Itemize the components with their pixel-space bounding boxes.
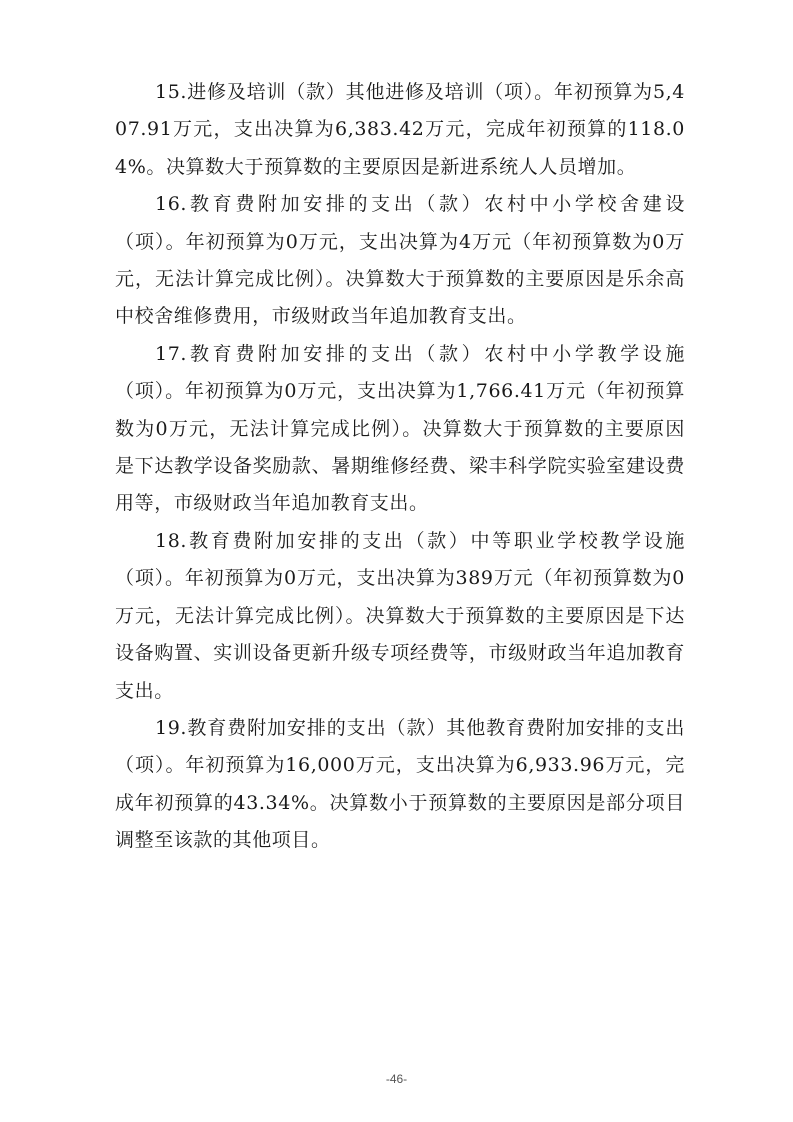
paragraph-item-15: 15.进修及培训（款）其他进修及培训（项）。年初预算为5,407.91万元，支出决算为6,383.42万元，完成年初预算的118.04%。决算数大于预算数的主要原因是新进系统人人员增加。 (115, 81, 685, 178)
document-body (115, 74, 685, 860)
paragraph-item-19: 19.教育费附加安排的支出（款）其他教育费附加安排的支出（项）。年初预算为16,000万元，支出决算为6,933.96万元，完成年初预算的43.34%。决算数小于预算数的主要原因是部分项目调整至该款的其他项目。 (115, 716, 685, 852)
page-number: -46- (385, 1072, 408, 1086)
paragraph-item-16: 16.教育费附加安排的支出（款）农村中小学校舍建设（项）。年初预算为0万元，支出决算为4万元（年初预算数为0万元，无法计算完成比例）。决算数大于预算数的主要原因是乐余高中校舍维修费用，市级财政当年追加教育支出。 (115, 193, 685, 328)
paragraph-item-17: 17.教育费附加安排的支出（款）农村中小学教学设施（项）。年初预算为0万元，支出决算为1,766.41万元（年初预算数为0万元，无法计算完成比例）。决算数大于预算数的主要原因是下达教学设备奖励款、暑期维修经费、梁丰科学院实验室建设费用等，市级财政当年追加教育支出。 (115, 342, 685, 515)
paragraph-item-18: 18.教育费附加安排的支出（款）中等职业学校教学设施（项）。年初预算为0万元，支出决算为389万元（年初预算数为0万元，无法计算完成比例）。决算数大于预算数的主要原因是下达设备购置、实训设备更新升级专项经费等，市级财政当年追加教育支出。 (115, 529, 685, 702)
